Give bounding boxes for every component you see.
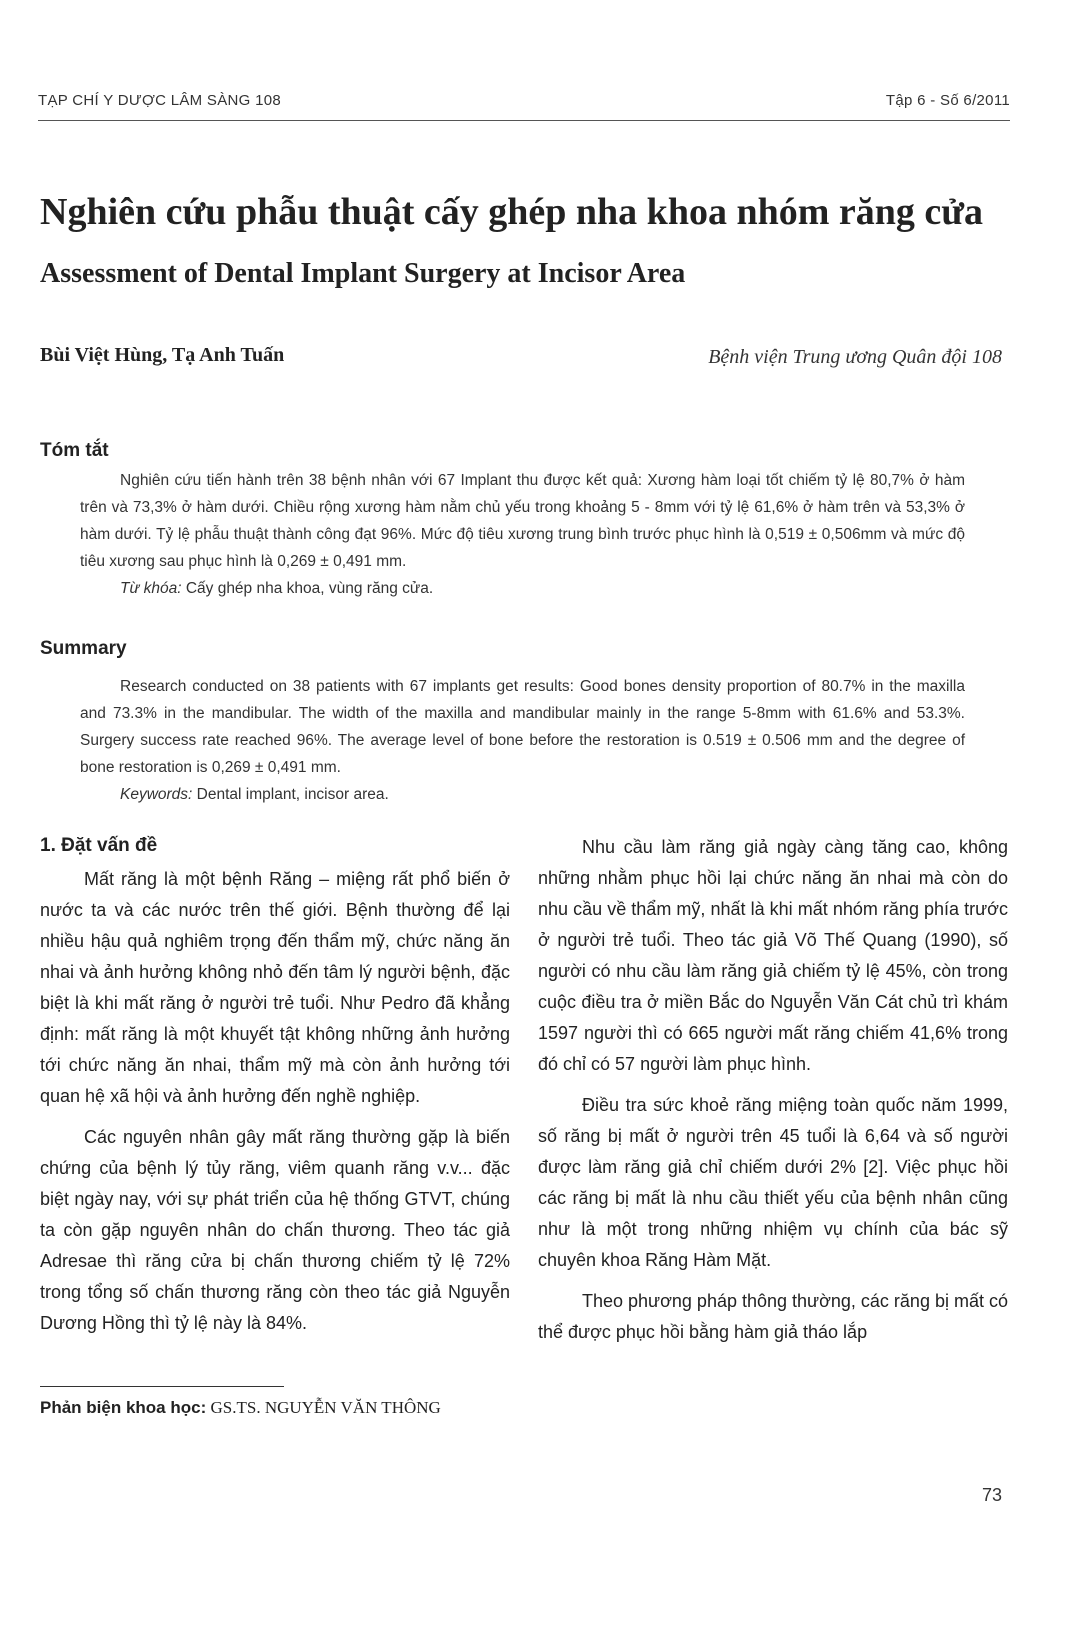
journal-name: TẠP CHÍ Y DƯỢC LÂM SÀNG 108 — [38, 92, 282, 109]
footnote — [40, 1398, 441, 1418]
keywords-label: Từ khóa: — [120, 580, 182, 597]
keywords-label: Keywords: — [120, 786, 193, 803]
abstract-vn-keywords — [80, 575, 965, 602]
page-number: 73 — [981, 1485, 1002, 1505]
abstract-vn-text: Nghiên cứu tiến hành trên 38 bệnh nhân với 67 Implant thu được kết quả: Xương hàm loại tốt chiếm tỷ lệ 80,7% ở hàm trên và 73,3% ở hàm dưới. Chiều rộng xương hàm nằm chủ yếu trong khoảng 5 - 8mm với tỷ lệ 61,6% ở hàm trên và 53,3% ở hàm dưới. Tỷ lệ phẫu thuật thành công đạt 96%. Mức độ tiêu xương trung bình trước phục hình là 0,519 ± 0,506mm và mức độ tiêu xương sau phục hình là 0,269 ± 0,491 mm. — [80, 472, 965, 570]
abstract-en-text: Research conducted on 38 patients with 67 implants get results: Good bones density proportion of 80.7% in the maxilla and 73.3% in the mandibular. The width of the maxilla and mandibular mainly in the range 5-8mm with 61.6% and 53.3%. Surgery success rate reached 96%. The average level of bone before the restoration is 0.519 ± 0.506 mm and the degree of bone restoration is 0,269 ± 0,491 mm. — [80, 678, 965, 776]
abstract-vn — [80, 467, 965, 602]
body-column-right — [538, 832, 1008, 1358]
body-paragraph: Nhu cầu làm răng giả ngày càng tăng cao, không những nhằm phục hồi lại chức năng ăn nhai mà còn do nhu cầu về thẩm mỹ, nhất là khi mất nhóm răng phía trước ở người trẻ tuổi. Theo tác giả Võ Thế Quang (1990), số người có nhu cầu làm răng giả chiếm tỷ lệ 45%, còn trong cuộc điều tra ở miền Bắc do Nguyễn Văn Cát chủ trì khám 1597 người thì có 665 người mất răng chiếm 41,6% trong đó chỉ có 57 người làm phục hình. — [538, 837, 1008, 1074]
body-paragraph: Theo phương pháp thông thường, các răng bị mất có thể được phục hồi bằng hàm giả tháo lắp — [538, 1291, 1008, 1342]
authors: Bùi Việt Hùng, Tạ Anh Tuấn — [40, 344, 285, 366]
section-heading: 1. Đặt vấn đề — [40, 835, 158, 856]
running-header — [38, 92, 1010, 118]
affiliation: Bệnh viện Trung ương Quân đội 108 — [708, 346, 1002, 368]
abstract-en-keywords — [80, 781, 965, 808]
keywords-text: Cấy ghép nha khoa, vùng răng cửa. — [181, 580, 434, 597]
abstract-en — [80, 673, 965, 808]
header-divider — [38, 120, 1010, 121]
summary-heading: Summary — [40, 638, 127, 659]
title-vietnamese: Nghiên cứu phẫu thuật cấy ghép nha khoa nhóm răng cửa — [40, 191, 984, 233]
title-english: Assessment of Dental Implant Surgery at Incisor Area — [40, 258, 686, 289]
footnote-divider — [40, 1386, 284, 1387]
body-paragraph: Mất răng là một bệnh Răng – miệng rất phổ biến ở nước ta và các nước trên thế giới. Bệnh thường để lại nhiều hậu quả nghiêm trọng đến thẩm mỹ, chức năng ăn nhai và ảnh hưởng không nhỏ đến tâm lý người bệnh, đặc biệt là khi mất răng ở người trẻ tuổi. Như Pedro đã khẳng định: mất răng là một khuyết tật không những ảnh hưởng tới chức năng ăn nhai, thẩm mỹ mà còn ảnh hưởng tới quan hệ xã hội và ảnh hưởng đến nghề nghiệp. — [40, 869, 510, 1106]
body-paragraph: Điều tra sức khoẻ răng miệng toàn quốc năm 1999, số răng bị mất ở người trên 45 tuổi là 6,64 và số người được làm răng giả chỉ chiếm dưới 2% [2]. Việc phục hồi các răng bị mất là nhu cầu thiết yếu của bệnh nhân cũng như là một trong những nhiệm vụ chính của bác sỹ chuyên khoa Răng Hàm Mặt. — [538, 1095, 1008, 1270]
issue-info: Tập 6 - Số 6/2011 — [885, 92, 1010, 109]
abstract-vn-heading: Tóm tắt — [40, 440, 109, 461]
reviewer-name: GS.TS. NGUYỄN VĂN THÔNG — [206, 1398, 441, 1417]
body-column-left — [40, 832, 510, 1349]
keywords-text: Dental implant, incisor area. — [192, 786, 389, 803]
footnote-label: Phản biện khoa học: — [40, 1398, 207, 1417]
body-paragraph: Các nguyên nhân gây mất răng thường gặp là biến chứng của bệnh lý tủy răng, viêm quanh răng v.v... đặc biệt ngày nay, với sự phát triển của hệ thống GTVT, chúng ta còn gặp nguyên nhân do chấn thương. Theo tác giả Adresae thì răng cửa bị chấn thương chiếm tỷ lệ 72% trong tổng số chấn thương răng còn theo tác giả Nguyễn Dương Hồng thì tỷ lệ này là 84%. — [40, 1127, 510, 1333]
